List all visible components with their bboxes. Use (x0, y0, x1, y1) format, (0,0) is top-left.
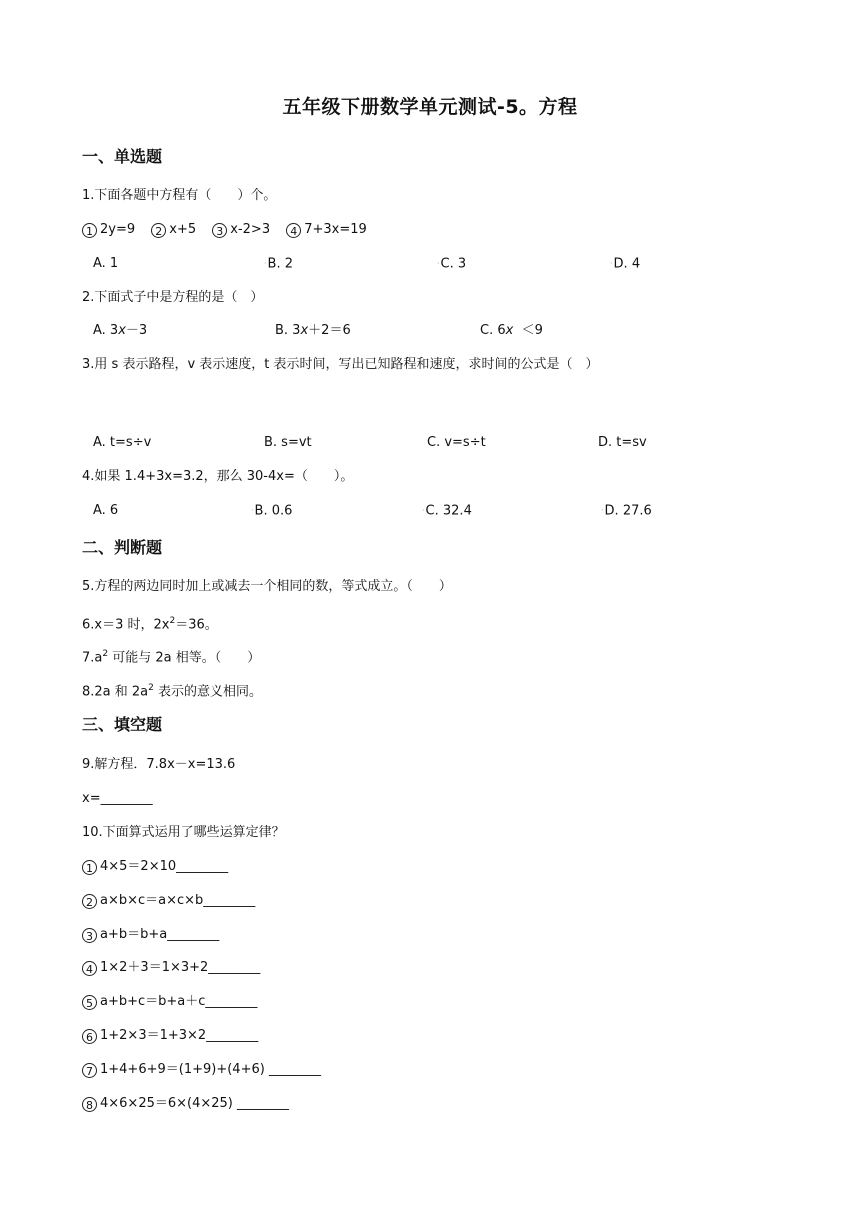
bullet-dot: · (251, 506, 254, 515)
question-4-option-c[interactable]: ·C. 32.4 (422, 503, 472, 519)
circled-number: 4 (286, 223, 301, 238)
question-4-option-a[interactable]: A. 6 (93, 503, 119, 518)
question-7-stem: $7.a^2$ 可能与 2a 相等。（ ） (82, 649, 261, 666)
question-1-option-c[interactable]: ·C. 3 (437, 256, 467, 272)
question-3-stem: 3.用 s 表示路程，v 表示速度，t 表示时间，写出已知路程和速度，求时间的公式是（ ） (82, 357, 599, 372)
question-9-stem: 9.解方程．7.8x－x=13.6 (82, 757, 236, 772)
question-2-option-c[interactable]: C. 6x ＜9 (480, 323, 543, 338)
question-3-option-a[interactable]: A. t=s÷v (93, 435, 152, 450)
question-10-item[interactable]: 5 a+b+c＝b+a＋c________ (82, 993, 257, 1011)
question-10-item[interactable]: 8 4×6×25＝6×(4×25) ________ (82, 1095, 289, 1113)
question-1-option-b[interactable]: ·B. 2 (264, 256, 294, 272)
section-heading-single-choice: 一、单选题 (82, 147, 163, 166)
question-1-stem: 1.下面各题中方程有（ ）个。 (82, 188, 277, 203)
circled-number: 7 (82, 1063, 97, 1078)
question-2-option-a[interactable]: A. 3x－3 (93, 323, 148, 338)
bullet-dot: · (601, 506, 604, 515)
question-10-item[interactable]: 4 1×2＋3＝1×3+2________ (82, 959, 260, 977)
question-9-answer-blank[interactable]: x=________ (82, 791, 153, 806)
question-4-option-b[interactable]: ·B. 0.6 (251, 503, 293, 519)
question-1-items (82, 221, 367, 239)
expression: 7+3x=19 (304, 222, 367, 237)
question-10-item[interactable]: 2 a×b×c＝a×c×b________ (82, 892, 255, 910)
question-5-stem: 5.方程的两边同时加上或减去一个相同的数，等式成立。（ ） (82, 579, 452, 594)
bullet-dot: · (610, 259, 613, 268)
question-10-stem: 10.下面算式运用了哪些运算定律？ (82, 825, 285, 840)
question-3-option-b[interactable]: B. s=vt (264, 435, 312, 450)
question-6-stem: 6.x＝3 时，$2x^2=36$。 (82, 616, 218, 633)
circled-number: 1 (82, 223, 97, 238)
circled-number: 8 (82, 1097, 97, 1112)
circled-number: 6 (82, 1029, 97, 1044)
bullet-dot: · (422, 506, 425, 515)
question-10-item[interactable]: 6 1+2×3＝1+3×2________ (82, 1027, 258, 1045)
question-2-option-b[interactable]: B. 3x＋2＝6 (275, 323, 351, 338)
circled-number: 1 (82, 860, 97, 875)
expression: 2y=9 (100, 222, 136, 237)
circled-number: 3 (82, 928, 97, 943)
question-4-stem: 4.如果 1.4+3x=3.2，那么 30-4x=（ ）。 (82, 469, 354, 484)
expression: x+5 (169, 222, 197, 237)
question-4-option-d[interactable]: ·D. 27.6 (601, 503, 652, 519)
question-1-option-d[interactable]: ·D. 4 (610, 256, 641, 272)
question-1-option-a[interactable]: A. 1 (93, 256, 119, 271)
circled-number: 4 (82, 961, 97, 976)
question-10-item[interactable]: 3 a+b＝b+a________ (82, 926, 219, 944)
expression: x-2>3 (230, 222, 271, 237)
circled-number: 2 (151, 223, 166, 238)
question-8-stem: 8.2a 和 $2a^2$ 表示的意义相同。 (82, 683, 263, 700)
page-title: 五年级下册数学单元测试-5。方程 (282, 96, 578, 118)
question-3-option-c[interactable]: C. v=s÷t (427, 435, 486, 450)
circled-number: 2 (82, 894, 97, 909)
question-10-item[interactable]: 1 4×5＝2×10________ (82, 858, 228, 876)
question-3-option-d[interactable]: D. t=sv (598, 435, 647, 450)
section-heading-fill-blank: 三、填空题 (82, 715, 163, 734)
bullet-dot: · (437, 259, 440, 268)
section-heading-true-false: 二、判断题 (82, 538, 163, 557)
question-2-stem: 2.下面式子中是方程的是（ ） (82, 290, 264, 305)
bullet-dot: · (264, 259, 267, 268)
circled-number: 3 (212, 223, 227, 238)
question-10-item[interactable]: 7 1+4+6+9＝(1+9)+(4+6) ________ (82, 1061, 321, 1079)
circled-number: 5 (82, 995, 97, 1010)
